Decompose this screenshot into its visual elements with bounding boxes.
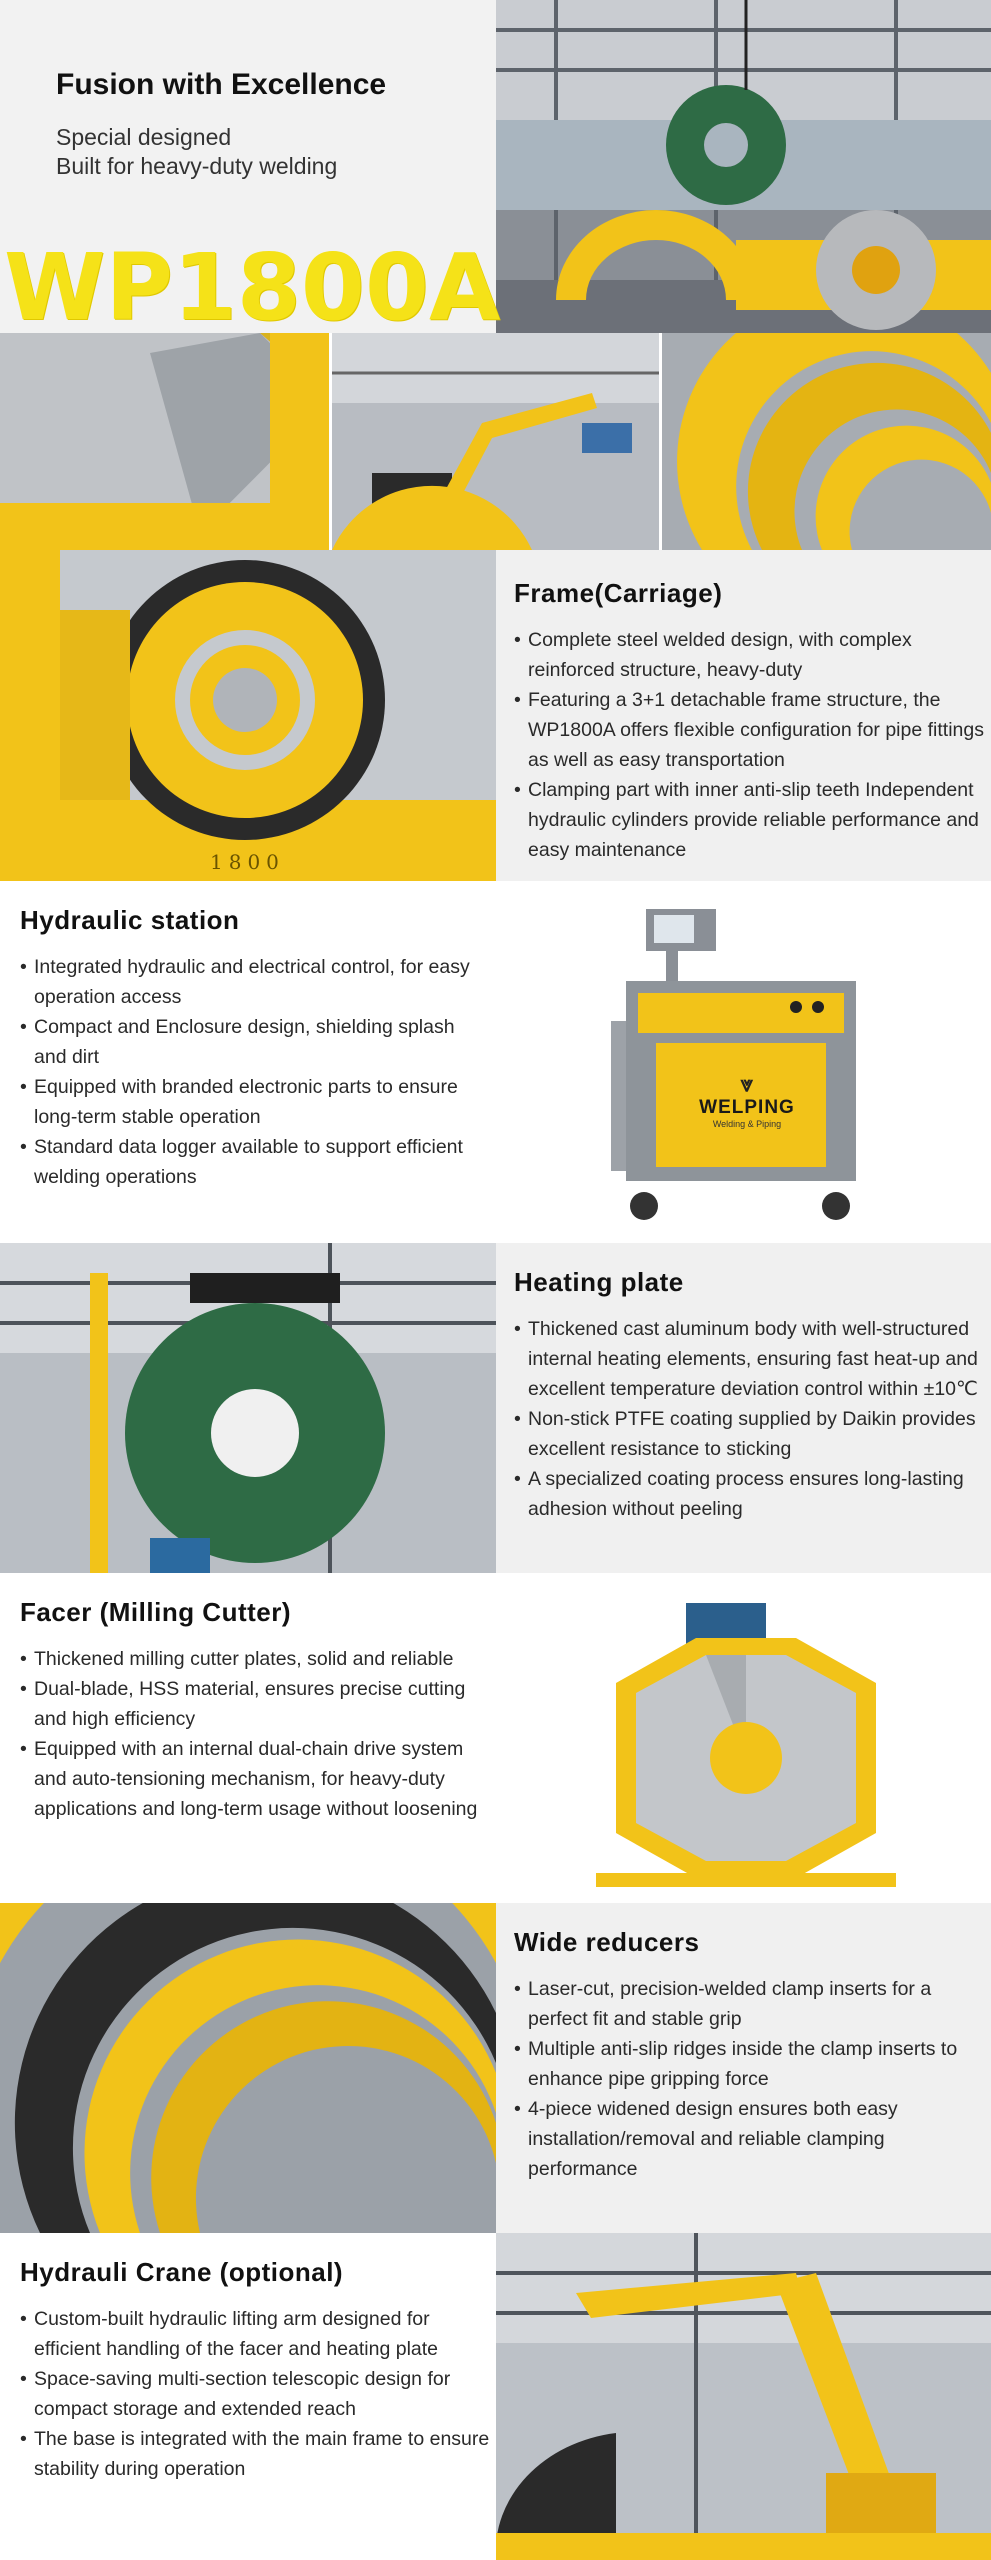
welping-logo bbox=[692, 1071, 802, 1129]
crane-bullet: • Space-saving multi-section telescopic design for compact storage and extended reach bbox=[20, 2364, 490, 2424]
gallery-photo-crane bbox=[332, 333, 659, 550]
facer-bullet: • Dual-blade, HSS material, ensures precise cutting and high efficiency bbox=[20, 1674, 490, 1734]
gallery-photo-clamps bbox=[662, 333, 991, 550]
welping-brand: WELPING bbox=[699, 1097, 795, 1118]
frame-section bbox=[0, 550, 991, 881]
facer-title: Facer (Milling Cutter) bbox=[20, 1597, 292, 1627]
heating-section bbox=[0, 1243, 991, 1573]
frame-photo bbox=[0, 550, 496, 881]
reducers-bullet: • Multiple anti-slip ridges inside the clamp inserts to enhance pipe gripping force bbox=[514, 2034, 984, 2094]
reducers-title: Wide reducers bbox=[514, 1927, 700, 1957]
hydraulic-bullet: • Compact and Enclosure design, shielding splash and dirt bbox=[20, 1012, 490, 1072]
heating-bullet: • Thickened cast aluminum body with well-structured internal heating elements, ensuring fast heat-up and excellent temperature deviation control within ±10℃ bbox=[514, 1314, 984, 1404]
heating-bullet: • A specialized coating process ensures long-lasting adhesion without peeling bbox=[514, 1464, 984, 1524]
crane-bullets bbox=[20, 2304, 490, 2484]
hydraulic-bullet: • Standard data logger available to support efficient welding operations bbox=[20, 1132, 490, 1192]
heating-plate-photo bbox=[0, 1243, 496, 1573]
reducers-bullet: • Laser-cut, precision-welded clamp inserts for a perfect fit and stable grip bbox=[514, 1974, 984, 2034]
hydraulic-station-photo bbox=[496, 881, 991, 1243]
frame-bullets bbox=[514, 625, 984, 865]
facer-bullets bbox=[20, 1644, 490, 1824]
frame-bullet: • Featuring a 3+1 detachable frame structure, the WP1800A offers flexible configuration for pipe fittings as well as easy transportation bbox=[514, 685, 984, 775]
crane-bullet: • The base is integrated with the main frame to ensure stability during operation bbox=[20, 2424, 490, 2484]
frame-plate-text: 1800 bbox=[210, 850, 285, 874]
hydraulic-bullet: • Equipped with branded electronic parts to ensure long-term stable operation bbox=[20, 1072, 490, 1132]
heating-bullet: • Non-stick PTFE coating supplied by Daikin provides excellent resistance to sticking bbox=[514, 1404, 984, 1464]
frame-bullet: • Clamping part with inner anti-slip teeth Independent hydraulic cylinders provide reliable performance and easy maintenance bbox=[514, 775, 984, 865]
crane-photo bbox=[496, 2233, 991, 2560]
gallery-photo-cutter bbox=[0, 333, 329, 550]
heating-bullets bbox=[514, 1314, 984, 1524]
hero-subtitle-1: Special designed bbox=[56, 124, 232, 150]
facer-bullet: • Equipped with an internal dual-chain drive system and auto-tensioning mechanism, for heavy-duty applications and long-term usage without loosening bbox=[20, 1734, 490, 1824]
crane-bullet: • Custom-built hydraulic lifting arm designed for efficient handling of the facer and heating plate bbox=[20, 2304, 490, 2364]
reducers-photo bbox=[0, 1903, 496, 2233]
hydraulic-bullet: • Integrated hydraulic and electrical control, for easy operation access bbox=[20, 952, 490, 1012]
heating-title: Heating plate bbox=[514, 1267, 684, 1297]
reducers-bullet: • 4-piece widened design ensures both easy installation/removal and reliable clamping performance bbox=[514, 2094, 984, 2184]
crane-section bbox=[0, 2233, 991, 2560]
facer-section bbox=[0, 1573, 991, 1903]
frame-title: Frame(Carriage) bbox=[514, 578, 723, 608]
gallery-strip bbox=[0, 333, 991, 550]
hero-factory-photo bbox=[496, 0, 991, 333]
facer-photo bbox=[496, 1573, 991, 1903]
reducers-section bbox=[0, 1903, 991, 2233]
hydraulic-section bbox=[0, 881, 991, 1243]
hydraulic-bullets bbox=[20, 952, 490, 1192]
reducers-bullets bbox=[514, 1974, 984, 2184]
hero-section bbox=[0, 0, 991, 333]
hero-title: Fusion with Excellence bbox=[56, 68, 387, 101]
welping-logo-mark: ⩔ bbox=[740, 1071, 754, 1096]
frame-bullet: • Complete steel welded design, with complex reinforced structure, heavy-duty bbox=[514, 625, 984, 685]
model-name: WP1800A bbox=[4, 234, 501, 333]
facer-bullet: • Thickened milling cutter plates, solid and reliable bbox=[20, 1644, 490, 1674]
welping-tagline: Welding & Piping bbox=[712, 1119, 782, 1129]
crane-title: Hydrauli Crane (optional) bbox=[20, 2257, 344, 2287]
hydraulic-title: Hydraulic station bbox=[20, 905, 240, 935]
hero-subtitle-2: Built for heavy-duty welding bbox=[56, 153, 338, 179]
